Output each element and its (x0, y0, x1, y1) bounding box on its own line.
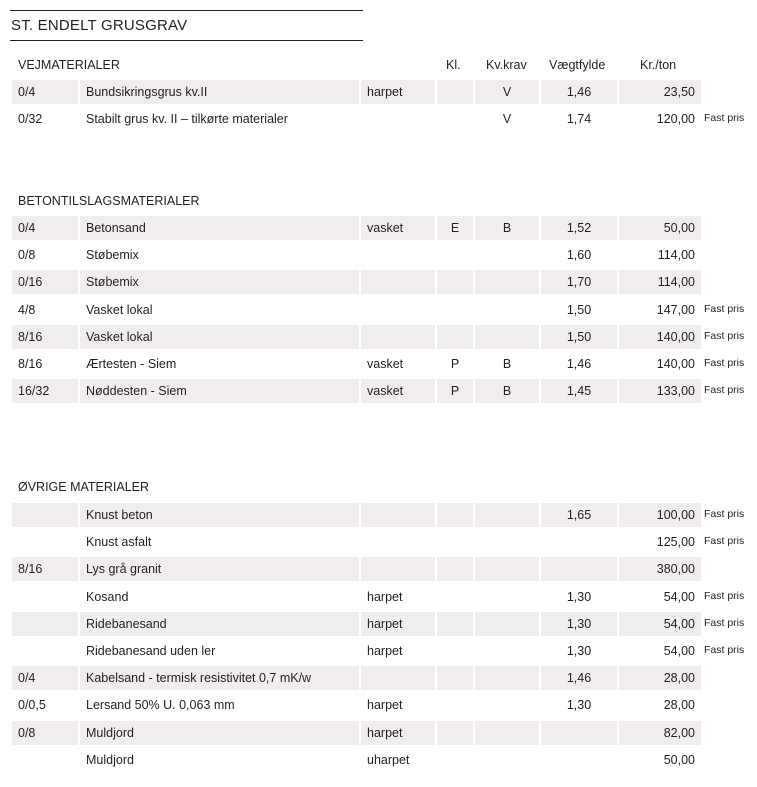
cell-pr: 28,00 (619, 666, 701, 690)
cell-kv (475, 298, 539, 322)
table-row (0, 325, 757, 349)
cell-proc: harpet (367, 698, 403, 712)
cell-proc (361, 557, 435, 581)
cell-kv: V (502, 112, 512, 126)
cell-vf: 1,52 (541, 216, 617, 240)
cell-note: Fast pris (704, 617, 745, 629)
cell-code: 0/0,5 (18, 698, 46, 712)
cell-vf (541, 721, 617, 745)
cell-note: Fast pris (704, 535, 745, 547)
cell-kv (475, 270, 539, 294)
cell-note (704, 693, 757, 717)
cell-vf (541, 530, 617, 554)
cell-code: 0/16 (12, 270, 78, 294)
cell-note (704, 80, 757, 104)
cell-kv (475, 530, 539, 554)
cell-pr: 100,00 (619, 503, 701, 527)
cell-code: 0/4 (12, 80, 78, 104)
table-row (0, 270, 757, 294)
table-row (0, 612, 757, 636)
cell-kv (475, 612, 539, 636)
cell-kv (475, 503, 539, 527)
cell-desc: Muldjord (80, 721, 359, 745)
cell-vf: 1,30 (541, 612, 617, 636)
cell-vf: 1,60 (566, 248, 592, 262)
cell-note (704, 243, 757, 267)
cell-pr: 380,00 (619, 557, 701, 581)
cell-pr: 133,00 (619, 379, 701, 403)
cell-note (704, 748, 757, 772)
cell-desc: Lys grå granit (80, 557, 359, 581)
table-row (0, 693, 757, 717)
cell-kl: E (437, 216, 473, 240)
cell-pr: 54,00 (663, 644, 695, 658)
cell-pr: 50,00 (619, 216, 701, 240)
cell-code: 8/16 (18, 357, 43, 371)
cell-vf: 1,30 (566, 644, 592, 658)
cell-code (12, 612, 78, 636)
cell-desc: Støbemix (80, 270, 359, 294)
table-row (0, 557, 757, 581)
table-row (0, 80, 757, 104)
cell-desc: Kabelsand - termisk resistivitet 0,7 mK/w (80, 666, 359, 690)
table-row (0, 107, 757, 131)
section-title-vejmaterialer: VEJMATERIALER (18, 58, 120, 72)
cell-desc: Bundsikringsgrus kv.II (80, 80, 359, 104)
table-row (0, 503, 757, 527)
cell-kv: B (475, 216, 539, 240)
cell-vf: 1,46 (541, 80, 617, 104)
cell-proc (361, 270, 435, 294)
cell-vf: 1,45 (541, 379, 617, 403)
title-top-rule (10, 10, 363, 11)
cell-proc: vasket (361, 216, 435, 240)
cell-pr: 114,00 (657, 248, 695, 262)
cell-pr: 114,00 (619, 270, 701, 294)
cell-desc: Kosand (86, 590, 129, 604)
cell-proc: uharpet (367, 753, 410, 767)
table-row (0, 721, 757, 745)
cell-pr: 54,00 (663, 590, 695, 604)
cell-note: Fast pris (704, 508, 745, 520)
cell-kl (437, 298, 473, 322)
cell-kl (437, 107, 473, 131)
table-row (0, 666, 757, 690)
cell-kv (475, 666, 539, 690)
cell-proc (361, 107, 435, 131)
table-row (0, 298, 757, 322)
cell-note: Fast pris (704, 112, 745, 124)
column-header-kl: Kl. (446, 58, 461, 72)
cell-pr: 140,00 (619, 325, 701, 349)
cell-proc (361, 530, 435, 554)
cell-proc (361, 298, 435, 322)
cell-vf (541, 557, 617, 581)
cell-desc: Knust beton (80, 503, 359, 527)
cell-kv (475, 639, 539, 663)
cell-desc: Støbemix (86, 248, 139, 262)
cell-kl (437, 503, 473, 527)
cell-proc: harpet (361, 721, 435, 745)
cell-desc: Ridebanesand uden ler (86, 644, 216, 658)
cell-kl (437, 748, 473, 772)
cell-code: 0/4 (12, 666, 78, 690)
cell-desc: Knust asfalt (86, 535, 152, 549)
cell-note: Fast pris (704, 590, 745, 602)
cell-pr: 140,00 (656, 357, 695, 371)
cell-desc: Vasket lokal (80, 325, 359, 349)
table-row (0, 585, 757, 609)
section-title-oevrige: ØVRIGE MATERIALER (18, 480, 150, 494)
cell-pr: 54,00 (619, 612, 701, 636)
cell-note: Fast pris (704, 303, 745, 315)
cell-desc: Lersand 50% U. 0,063 mm (86, 698, 235, 712)
cell-code: 4/8 (18, 303, 36, 317)
cell-kl (437, 639, 473, 663)
cell-proc: harpet (367, 590, 403, 604)
cell-kl (437, 585, 473, 609)
cell-kl (437, 557, 473, 581)
table-row (0, 748, 757, 772)
cell-pr: 82,00 (619, 721, 701, 745)
cell-vf: 1,30 (566, 698, 592, 712)
cell-note: Fast pris (704, 330, 745, 342)
cell-pr: 28,00 (663, 698, 695, 712)
cell-kl (437, 693, 473, 717)
cell-kl (437, 530, 473, 554)
cell-kv (475, 557, 539, 581)
cell-pr: 147,00 (656, 303, 695, 317)
cell-kv (475, 243, 539, 267)
cell-kv: B (475, 379, 539, 403)
cell-proc: vasket (367, 357, 404, 371)
column-header-kvkrav: Kv.krav (486, 58, 527, 72)
cell-code (12, 503, 78, 527)
cell-kv: V (475, 80, 539, 104)
column-header-pris: Kr./ton (640, 58, 677, 72)
cell-vf: 1,50 (566, 303, 592, 317)
cell-kl (437, 270, 473, 294)
cell-proc (361, 243, 435, 267)
cell-proc: harpet (361, 80, 435, 104)
cell-vf (541, 748, 617, 772)
table-row (0, 243, 757, 267)
cell-kv (475, 748, 539, 772)
cell-proc (361, 325, 435, 349)
cell-note: Fast pris (704, 644, 745, 656)
cell-kv (475, 325, 539, 349)
table-row (0, 530, 757, 554)
column-header-vaegtfylde: Vægtfylde (549, 58, 606, 72)
cell-code: 8/16 (12, 325, 78, 349)
cell-kl (437, 721, 473, 745)
cell-note (704, 721, 757, 745)
cell-kl (437, 243, 473, 267)
cell-code: 0/8 (12, 721, 78, 745)
cell-desc: Vasket lokal (86, 303, 153, 317)
cell-vf: 1,65 (541, 503, 617, 527)
cell-proc: harpet (367, 644, 403, 658)
cell-kl (437, 80, 473, 104)
cell-pr: 125,00 (656, 535, 695, 549)
cell-pr: 120,00 (656, 112, 695, 126)
cell-code: 8/16 (12, 557, 78, 581)
title-bottom-rule (10, 40, 363, 41)
cell-kv (475, 585, 539, 609)
cell-kv (475, 693, 539, 717)
cell-code (12, 639, 78, 663)
cell-desc: Nøddesten - Siem (80, 379, 359, 403)
cell-vf: 1,50 (541, 325, 617, 349)
cell-kv: B (502, 357, 512, 371)
table-row (0, 352, 757, 376)
table-row (0, 216, 757, 240)
cell-pr: 50,00 (663, 753, 695, 767)
cell-code: 16/32 (12, 379, 78, 403)
section-title-betontilslag: BETONTILSLAGSMATERIALER (18, 194, 200, 208)
cell-code: 0/4 (12, 216, 78, 240)
cell-desc: Muldjord (86, 753, 134, 767)
cell-note (704, 270, 757, 294)
cell-vf: 1,46 (541, 666, 617, 690)
cell-vf: 1,70 (541, 270, 617, 294)
cell-code (12, 530, 78, 554)
cell-desc: Ærtesten - Siem (86, 357, 177, 371)
cell-desc: Stabilt grus kv. II – tilkørte materialer (86, 112, 288, 126)
cell-kl: P (450, 357, 460, 371)
table-row (0, 639, 757, 663)
cell-kl (437, 666, 473, 690)
cell-code: 0/32 (18, 112, 43, 126)
cell-code (12, 748, 78, 772)
cell-code (12, 585, 78, 609)
cell-proc: vasket (361, 379, 435, 403)
cell-kl (437, 612, 473, 636)
cell-kv (475, 721, 539, 745)
cell-proc (361, 503, 435, 527)
cell-pr: 23,50 (619, 80, 701, 104)
cell-note: Fast pris (704, 384, 745, 396)
cell-note: Fast pris (704, 357, 745, 369)
cell-desc: Betonsand (80, 216, 359, 240)
table-row (0, 379, 757, 403)
cell-note (704, 557, 757, 581)
cell-kl (437, 325, 473, 349)
cell-desc: Ridebanesand (80, 612, 359, 636)
cell-code: 0/8 (18, 248, 36, 262)
cell-proc (361, 666, 435, 690)
cell-note (704, 666, 757, 690)
cell-vf: 1,46 (566, 357, 592, 371)
cell-proc: harpet (361, 612, 435, 636)
cell-vf: 1,30 (566, 590, 592, 604)
page-title: ST. ENDELT GRUSGRAV (11, 17, 188, 34)
cell-vf: 1,74 (566, 112, 592, 126)
cell-note (704, 216, 757, 240)
cell-kl: P (437, 379, 473, 403)
